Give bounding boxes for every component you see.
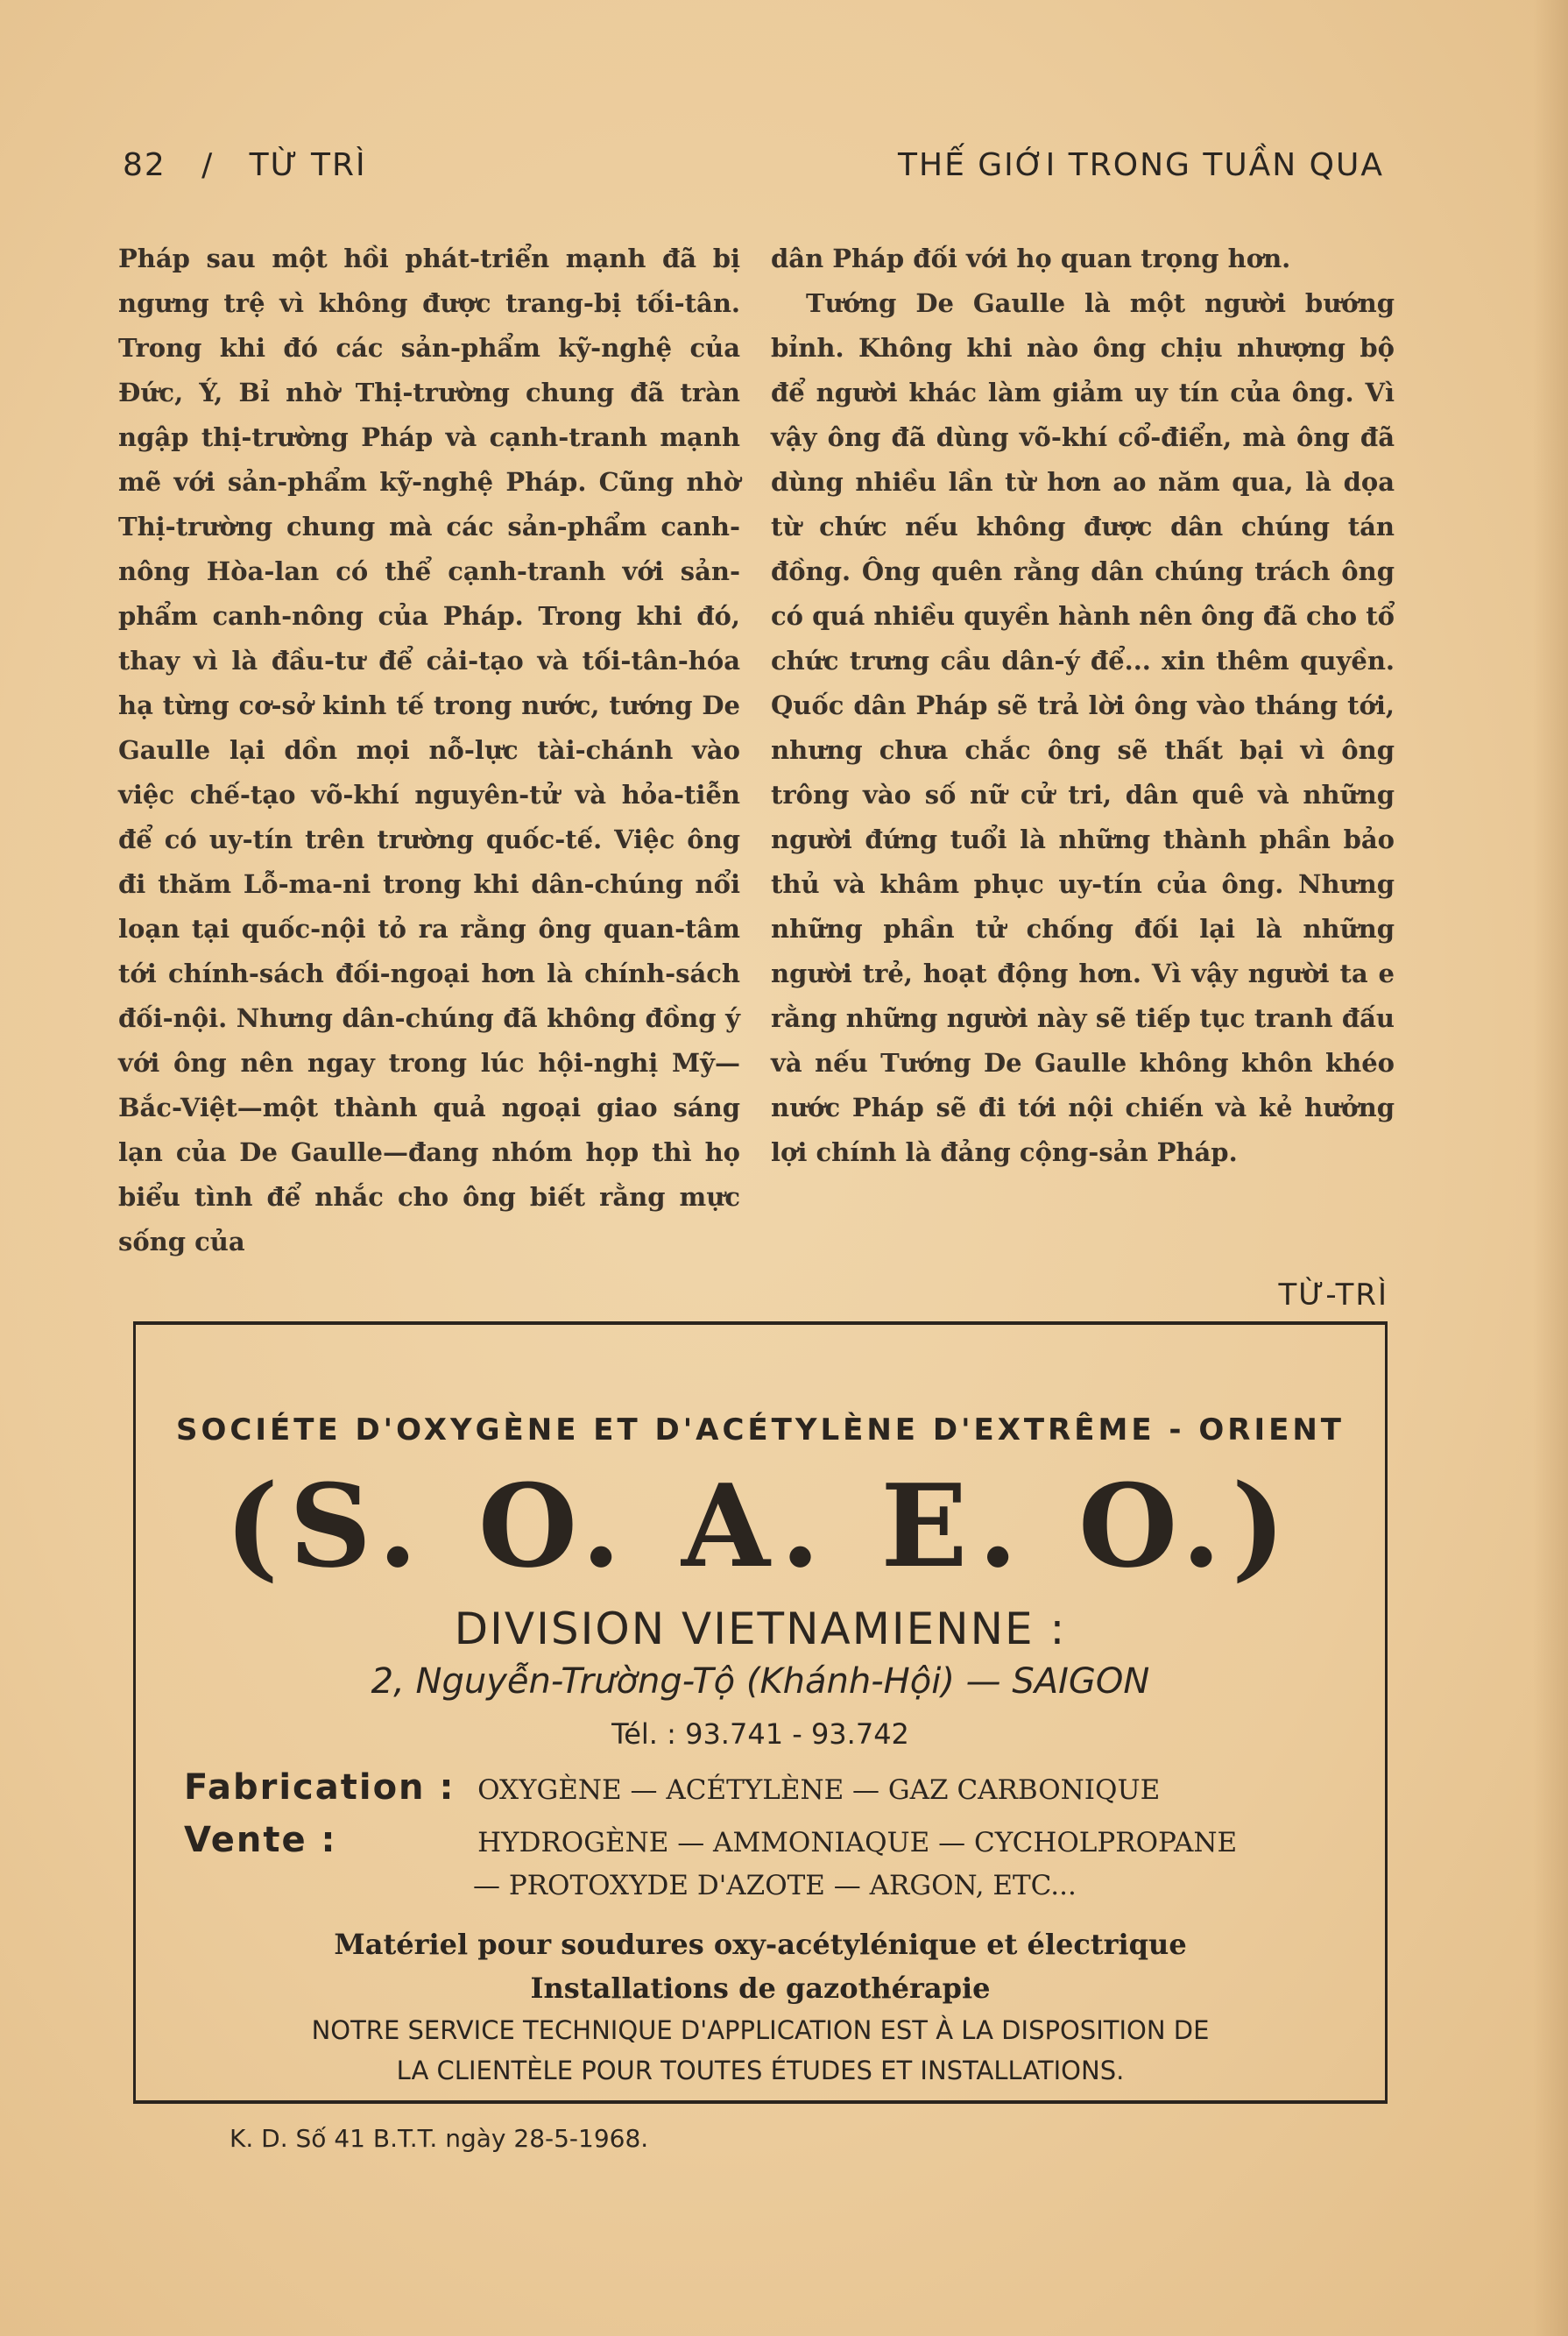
- footer-license: K. D. Số 41 B.T.T. ngày 28-5-1968.: [230, 2124, 649, 2153]
- ad-vente-label: Vente :: [184, 1820, 337, 1860]
- ad-fabrication-items: OXYGÈNE — ACÉTYLÈNE — GAZ CARBONIQUE: [477, 1774, 1161, 1806]
- ad-division: DIVISION VIETNAMIENNE :: [454, 1603, 1067, 1654]
- header-author: TỪ TRÌ: [249, 147, 367, 183]
- ad-company-name: SOCIÉTE D'OXYGÈNE ET D'ACÉTYLÈNE D'EXTRÊME - ORIENT: [175, 1412, 1345, 1448]
- advertisement-box: [133, 1321, 1388, 2104]
- ad-materiel: Matériel pour soudures oxy-acétylénique et électrique: [334, 1928, 1187, 1961]
- page-edge-shading: [1533, 0, 1568, 2336]
- page-header: [123, 147, 1384, 200]
- article-left-text: Pháp sau một hồi phát-triển mạnh đã bị ngưng trệ vì không được trang-bị tối-tân. Trong khi đó các sản-phẩm kỹ-nghệ của Đức, Ý, Bỉ nhờ Thị-trường chung đã tràn ngập thị-trường Pháp và cạnh-tranh mạnh mẽ với sản-phẩm kỹ-nghệ Pháp. Cũng nhờ Thị-trường chung mà các sản-phẩm canh-nông Hòa-lan có thể cạnh-tranh với sản-phẩm canh-nông của Pháp. Trong khi đó, thay vì là đầu-tư để cải-tạo và tối-tân-hóa hạ từng cơ-sở kinh tế trong nước, tướng De Gaulle lại dồn mọi nỗ-lực tài-chánh vào việc chế-tạo võ-khí nguyên-tử và hỏa-tiễn để có uy-tín trên trường quốc-tế. Việc ông đi thăm Lỗ-ma-ni trong khi dân-chúng nổi loạn tại quốc-nội tỏ ra rằng ông quan-tâm tới chính-sách đối-ngoại hơn là chính-sách đối-nội. Nhưng dân-chúng đã không đồng ý với ông nên ngay trong lúc hội-nghị Mỹ—Bắc-Việt—một thành quả ngoại giao sáng lạn của De Gaulle—đang nhóm họp thì họ biểu tình để nhắc cho ông biết rằng mực sống của: [118, 244, 740, 1256]
- article-right-text-2: Tướng De Gaulle là một người bướng bỉnh. Không khi nào ông chịu nhượng bộ để người khác làm giảm uy tín của ông. Vì vậy ông đã dùng võ-khí cổ-điển, mà ông đã dùng nhiều lần từ hơn ao năm qua, là dọa từ chức nếu không được dân chúng tán đồng. Ông quên rằng dân chúng trách ông có quá nhiều quyền hành nên ông đã cho tổ chức trưng cầu dân-ý để... xin thêm quyền. Quốc dân Pháp sẽ trả lời ông vào tháng tới, nhưng chưa chắc ông sẽ thất bại vì ông trông vào số nữ cử tri, dân quê và những người đứng tuổi là những thành phần bảo thủ và khâm phục uy-tín của ông. Nhưng những phần tử chống đối lại là những người trẻ, hoạt động hơn. Vì vậy người ta e rằng những người này sẽ tiếp tục tranh đấu và nếu Tướng De Gaulle không khôn khéo nước Pháp sẽ đi tới nội chiến và kẻ hưởng lợi chính là đảng cộng-sản Pháp.: [771, 288, 1395, 1167]
- article-signature: TỪ-TRÌ: [1278, 1278, 1388, 1313]
- ad-vente-row: [184, 1820, 1393, 1860]
- ad-vente-items: HYDROGÈNE — AMMONIAQUE — CYCHOLPROPANE: [477, 1827, 1238, 1858]
- section-title: THẾ GIỚI TRONG TUẦN QUA: [898, 147, 1384, 183]
- article-left-column: [118, 237, 740, 1264]
- header-separator: /: [201, 147, 215, 183]
- ad-installations: Installations de gazothérapie: [530, 1971, 991, 2005]
- ad-fabrication-row: [184, 1767, 1393, 1808]
- ad-service-line-2: LA CLIENTÈLE POUR TOUTES ÉTUDES ET INSTALLATIONS.: [396, 2056, 1125, 2085]
- ad-address: 2, Nguyễn-Trường-Tộ (Khánh-Hội) — SAIGON: [371, 1661, 1150, 1702]
- header-left: [123, 147, 367, 183]
- page-number: 82: [123, 147, 166, 183]
- ad-fabrication-label: Fabrication :: [184, 1767, 456, 1808]
- article-right-text-1: dân Pháp đối với họ quan trọng hơn.: [771, 244, 1291, 273]
- ad-vente-items-cont: — PROTOXYDE D'AZOTE — ARGON, ETC...: [473, 1870, 1077, 1901]
- ad-telephone: Tél. : 93.741 - 93.742: [611, 1717, 909, 1751]
- ad-service-line-1: NOTRE SERVICE TECHNIQUE D'APPLICATION EST À LA DISPOSITION DE: [311, 2015, 1210, 2045]
- article-right-column: [771, 237, 1395, 1175]
- ad-acronym: (S. O. A. E. O.): [224, 1459, 1296, 1593]
